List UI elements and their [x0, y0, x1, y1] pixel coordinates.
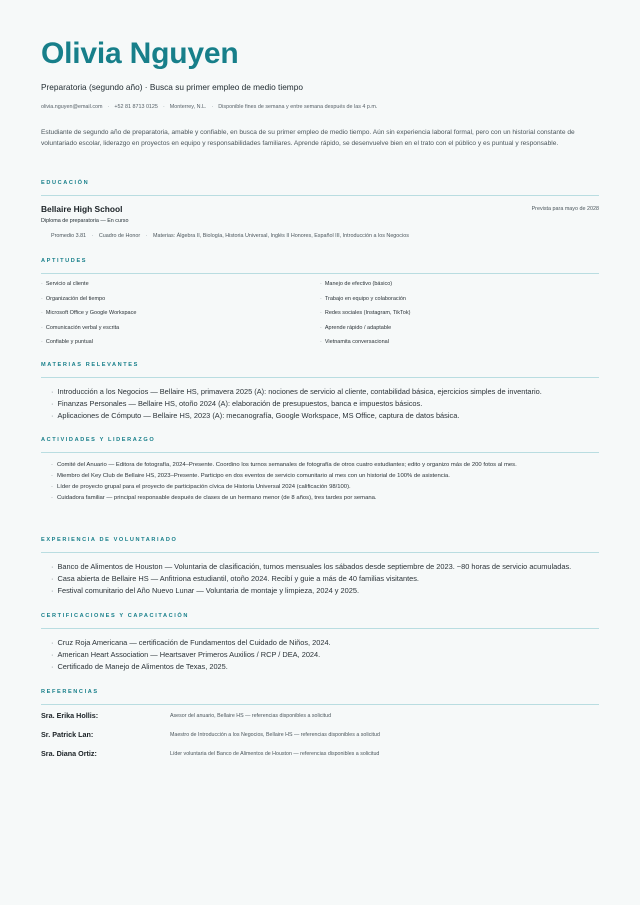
bullet-icon: · [41, 324, 43, 331]
bullet-icon: · [320, 324, 322, 331]
skill-label: Aprende rápido / adaptable [324, 324, 392, 331]
bullet-icon: · [51, 661, 54, 671]
reference-name: Sra. Erika Hollis: [41, 711, 99, 720]
separator: · [91, 233, 94, 239]
skill-item [41, 339, 320, 354]
section-title-certifications: CERTIFICACIONES Y CAPACITACIÓN [41, 613, 189, 619]
separator: · [145, 233, 148, 239]
skill-label: Redes sociales (Instagram, TikTok) [324, 310, 411, 317]
bullet-icon: · [41, 281, 43, 287]
skill-item [41, 296, 320, 311]
list-item [51, 574, 599, 586]
skill-label: Comunicación verbal y escrita [45, 324, 120, 331]
contact-phone: +52 81 8713 0125 [114, 104, 158, 110]
contact-location: Monterrey, N.L. [169, 104, 207, 110]
section-title-skills: APTITUDES [41, 258, 88, 264]
section-divider [41, 704, 599, 705]
bullet-icon: · [51, 638, 54, 647]
section-divider [41, 195, 599, 196]
reference-row [41, 711, 599, 730]
bullet-icon: · [51, 398, 54, 408]
list-item-text: Introducción a los Negocios — Bellaire HS, primavera 2025 (A): nociones de servicio al cliente, contabilidad básica, ejercicios simples de inventario. [57, 387, 542, 396]
skill-item [320, 296, 599, 311]
reference-row [41, 749, 599, 768]
education-details [51, 233, 409, 239]
section-divider [41, 628, 599, 629]
list-item-text: Certificado de Manejo de Alimentos de Texas, 2025. [57, 661, 228, 671]
skill-item [41, 281, 320, 296]
contact-availability: Disponible fines de semana y entre semana después de las 4 p.m. [218, 104, 378, 110]
gpa: Promedio 3.81 [51, 233, 87, 239]
list-item-text: American Heart Association — Heartsaver Primeros Auxilios / RCP / DEA, 2024. [57, 649, 321, 659]
bullet-icon: · [51, 585, 54, 595]
activities-list [51, 462, 599, 506]
section-divider [41, 452, 599, 453]
bullet-icon: · [320, 339, 322, 346]
candidate-name: Olivia Nguyen [41, 37, 239, 70]
list-item [51, 473, 599, 484]
list-item [51, 662, 599, 674]
bullet-icon: · [41, 295, 43, 302]
graduation-date: Prevista para mayo de 2028 [531, 206, 599, 212]
skill-item [41, 310, 320, 325]
list-item-text: Cruz Roja Americana — certificación de Fundamentos del Cuidado de Niños, 2024. [57, 638, 331, 647]
list-item [51, 399, 599, 411]
list-item-text: Finanzas Personales — Bellaire HS, otoño 2024 (A): elaboración de presupuestos, banca e impuestos básicos. [57, 398, 423, 408]
bullet-icon: · [51, 573, 54, 583]
reference-description: Maestro de Introducción a los Negocios, Bellaire HS — referencias disponibles a solicitud [170, 732, 380, 739]
list-item-text: Banco de Alimentos de Houston — Voluntaria de clasificación, turnos mensuales los sábados desde septiembre de 2023. ~80 horas de servicio acumuladas. [57, 562, 572, 571]
references-list [41, 711, 599, 769]
contact-line [41, 104, 377, 110]
list-item-text: Festival comunitario del Año Nuevo Lunar — Voluntaria de montaje y limpieza, 2024 y 2025. [57, 585, 360, 595]
list-item-text: Miembro del Key Club de Bellaire HS, 2023–Presente. Participo en dos eventos de servicio comunitario al mes con un historial de 100% de asistencia. [56, 472, 450, 479]
list-item-text: Cuidadora familiar — principal responsable después de clases de un hermano menor (de 8 años), tres tardes por semana. [56, 494, 377, 501]
reference-row [41, 730, 599, 749]
bullet-icon: · [320, 295, 322, 302]
skill-label: Confiable y puntual [45, 339, 93, 346]
list-item [51, 387, 599, 399]
bullet-icon: · [51, 494, 53, 501]
skill-label: Organización del tiempo [45, 295, 106, 302]
skill-label: Vietnamita conversacional [324, 339, 389, 346]
bullet-icon: · [51, 472, 53, 479]
separator: · [211, 104, 214, 110]
reference-description: Asesor del anuario, Bellaire HS — referencias disponibles a solicitud [170, 713, 332, 719]
reference-name: Sra. Diana Ortiz: [41, 749, 97, 759]
courses: Materias: Álgebra II, Biología, Historia Universal, Inglés II Honores, Español III, Introducción a los Negocios [153, 233, 409, 239]
separator: · [162, 104, 165, 110]
bullet-icon: · [320, 310, 322, 317]
bullet-icon: · [51, 410, 54, 420]
list-item [51, 562, 599, 574]
list-item-text: Casa abierta de Bellaire HS — Anfitriona estudiantil, otoño 2024. Recibí y guie a más de 40 familias visitantes. [57, 573, 419, 583]
list-item [51, 650, 599, 662]
section-title-education: EDUCACIÓN [41, 180, 90, 186]
skills-grid [41, 281, 599, 354]
skill-item [320, 281, 599, 296]
volunteer-list [51, 562, 599, 597]
certifications-list [51, 638, 599, 673]
bullet-icon: · [51, 649, 54, 659]
skill-item [320, 310, 599, 325]
skill-label: Manejo de efectivo (básico) [324, 281, 393, 287]
list-item [51, 638, 599, 650]
list-item-text: Líder de proyecto grupal para el proyecto de participación cívica de Historia Universal 2024 (calificación 98/100). [56, 483, 351, 490]
school-name: Bellaire High School [41, 204, 123, 214]
skill-item [320, 325, 599, 340]
section-divider [41, 552, 599, 553]
section-title-volunteer: EXPERIENCIA DE VOLUNTARIADO [41, 537, 178, 543]
section-title-coursework: MATERIAS RELEVANTES [41, 362, 139, 368]
skill-label: Servicio al cliente [45, 281, 89, 287]
bullet-icon: · [320, 281, 322, 287]
list-item [51, 495, 599, 506]
bullet-icon: · [41, 310, 43, 317]
skill-label: Microsoft Office y Google Workspace [45, 310, 137, 317]
candidate-headline: Preparatoria (segundo año) · Busca su primer empleo de medio tiempo [41, 82, 303, 92]
degree: Diploma de preparatoria — En curso [41, 218, 129, 224]
coursework-list [51, 387, 599, 422]
list-item [51, 462, 599, 473]
list-item-text: Aplicaciones de Cómputo — Bellaire HS, 2023 (A): mecanografía, Google Workspace, MS Office, captura de datos básica. [57, 410, 460, 420]
list-item [51, 484, 599, 495]
skill-item [320, 339, 599, 354]
bullet-icon: · [41, 339, 43, 346]
list-item [51, 411, 599, 423]
section-title-activities: ACTIVIDADES Y LIDERAZGO [41, 437, 156, 443]
section-divider [41, 273, 599, 274]
skill-item [41, 325, 320, 340]
skill-label: Trabajo en equipo y colaboración [324, 295, 406, 302]
bullet-icon: · [51, 387, 54, 396]
list-item-text: Comité del Anuario — Editora de fotografía, 2024–Presente. Coordino los turnos semanales de fotografía de otros cuatro estudiantes; edito y organizo más de 200 fotos al mes. [56, 462, 517, 468]
contact-email: olivia.nguyen@email.com [41, 104, 103, 110]
bullet-icon: · [51, 462, 53, 468]
section-divider [41, 377, 599, 378]
separator: · [107, 104, 110, 110]
reference-description: Líder voluntaria del Banco de Alimentos de Houston — referencias disponibles a solicitud [170, 751, 380, 758]
section-title-references: REFERENCIAS [41, 689, 99, 695]
reference-name: Sr. Patrick Lan: [41, 730, 94, 740]
summary: Estudiante de segundo año de preparatoria, amable y confiable, en busca de su primer empleo de medio tiempo. Aún sin experiencia laboral formal, pero con un historial constante de voluntariado escolar, liderazgo en proyectos en equipo y responsabilidades familiares. Aprende rápido, se desenvuelve bien en el trato con el público y es puntual y responsable. [41, 129, 575, 147]
list-item [51, 586, 599, 598]
bullet-icon: · [51, 483, 53, 490]
bullet-icon: · [51, 562, 54, 571]
honor: Cuadro de Honor [98, 233, 141, 239]
